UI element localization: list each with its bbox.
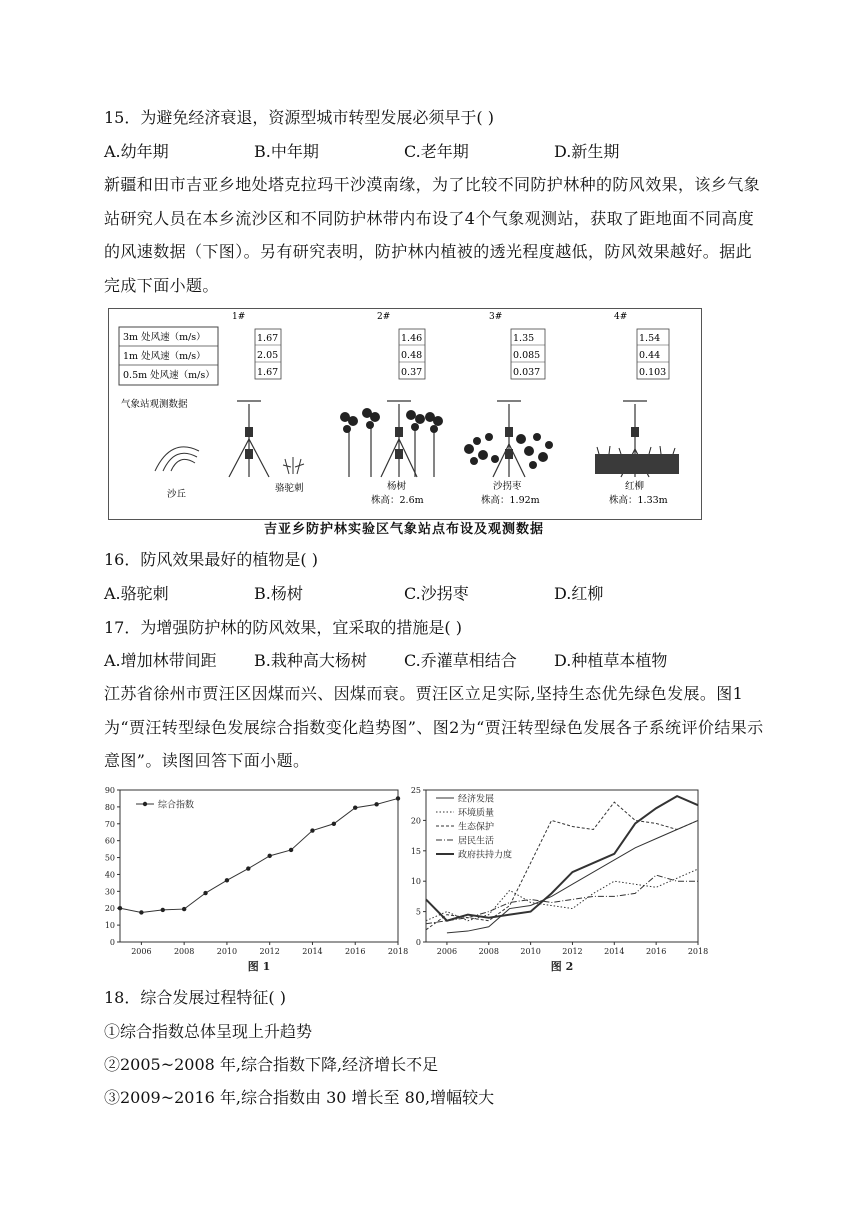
y-tick-label: 30 <box>104 887 115 897</box>
plot-frame <box>120 790 398 942</box>
tamarisk-bushes <box>595 454 679 474</box>
data-point <box>182 907 186 911</box>
legend-label: 经济发展 <box>458 794 495 805</box>
sand-dune-label: 沙丘 <box>167 489 187 500</box>
station-4-plant: 红柳 <box>625 481 645 492</box>
y-tick-label: 20 <box>410 816 421 826</box>
x-tick-label: 2012 <box>562 947 583 956</box>
legend-marker <box>143 802 147 806</box>
station-4-value-05m: 0.103 <box>639 367 667 378</box>
chart-title: 图 1 <box>247 960 271 973</box>
station-4-value-1m: 0.44 <box>639 350 661 361</box>
x-tick-label: 2006 <box>436 947 458 956</box>
station-1-plant: 骆驼刺 <box>275 483 304 494</box>
data-point <box>118 906 122 910</box>
series-line-2 <box>426 869 698 921</box>
legend-label: 生态保护 <box>458 822 495 833</box>
y-tick-label: 10 <box>104 921 115 931</box>
station-2-id: 2# <box>377 312 391 322</box>
observation-data-label: 气象站观测数据 <box>121 399 188 410</box>
data-point <box>374 802 378 806</box>
x-tick-label: 2014 <box>302 947 323 956</box>
station-2-plant: 杨树 <box>387 481 407 492</box>
q15-option-b: B.中年期 <box>254 142 319 161</box>
passage-windbreak: 新疆和田市吉亚乡地处塔克拉玛干沙漠南缘，为了比较不同防护林种的防风效果，该乡气象站研究人员在本乡流沙区和不同防护林带内布设了4个气象观测站，获取了距地面不同高度的风速数据（下图）。另有研究表明，防护林内植被的透光程度越低，防风效果越好。据此完成下面小题。 <box>104 175 761 295</box>
station-1-id: 1# <box>232 312 246 322</box>
station-1-value-05m: 1.67 <box>257 367 279 378</box>
q17-option-b: B.栽种高大杨树 <box>254 651 367 670</box>
station-1-value-1m: 2.05 <box>257 350 279 361</box>
q15-option-a: A.幼年期 <box>104 142 169 161</box>
passage-jiawang: 江苏省徐州市贾汪区因煤而兴、因煤而衰。贾汪区立足实际,坚持生态优先绿色发展。图1为“贾汪转型绿色发展综合指数变化趋势图”、图2为“贾汪转型绿色发展各子系统评价结果示意图”。读图回答下面小题。 <box>104 684 764 770</box>
legend-label: 环境质量 <box>458 808 495 819</box>
weather-station-diagram <box>109 309 701 519</box>
data-point <box>203 891 207 895</box>
camelthorn-plant <box>283 457 304 474</box>
station-4-height: 株高：1.33m <box>609 495 668 506</box>
x-tick-label: 2014 <box>604 947 625 956</box>
legend-label: 居民生活 <box>458 836 495 847</box>
q16-stem: 16．防风效果最好的植物是( ) <box>104 550 318 569</box>
q18-item-3: ③2009~2016 年,综合指数由 30 增长至 80,增幅较大 <box>104 1088 495 1107</box>
row-label-1m: 1m 处风速（m/s） <box>123 351 206 362</box>
q18-stem: 18．综合发展过程特征( ) <box>104 988 286 1007</box>
x-tick-label: 2008 <box>478 947 499 956</box>
x-tick-label: 2006 <box>131 947 152 956</box>
station-3-id: 3# <box>489 312 503 322</box>
x-tick-label: 2010 <box>216 947 238 956</box>
data-point <box>332 822 336 826</box>
station-1-value-3m: 1.67 <box>257 333 279 344</box>
q18-item-2: ②2005~2008 年,综合指数下降,经济增长不足 <box>104 1055 439 1074</box>
station-3-height: 株高：1.92m <box>481 495 540 506</box>
chart-composite-index <box>100 784 409 976</box>
q15-stem: 15．为避免经济衰退，资源型城市转型发展必须早于( ) <box>104 108 494 127</box>
x-tick-label: 2018 <box>387 947 409 956</box>
data-point <box>246 866 250 870</box>
y-tick-label: 25 <box>410 786 421 795</box>
station-2-height: 株高：2.6m <box>371 495 424 506</box>
station-4-value-3m: 1.54 <box>639 333 661 344</box>
q15-option-c: C.老年期 <box>404 142 469 161</box>
legend-label: 综合指数 <box>158 800 195 811</box>
q17-option-a: A.增加林带间距 <box>104 651 217 670</box>
y-tick-label: 15 <box>410 846 421 856</box>
chart-subsystems <box>400 784 709 976</box>
x-tick-label: 2012 <box>259 947 280 956</box>
y-tick-label: 90 <box>104 786 115 795</box>
y-tick-label: 50 <box>104 853 115 863</box>
series-line-1 <box>120 798 398 912</box>
x-tick-label: 2010 <box>520 947 541 956</box>
data-point <box>353 806 357 810</box>
station-3-value-3m: 1.35 <box>513 333 535 344</box>
x-tick-label: 2018 <box>687 947 709 956</box>
y-tick-label: 20 <box>104 904 115 914</box>
q16-option-c: C.沙拐枣 <box>404 584 469 603</box>
y-tick-label: 80 <box>104 802 115 812</box>
data-point <box>289 848 293 852</box>
poplar-trees <box>340 408 443 477</box>
station-3-value-05m: 0.037 <box>513 367 541 378</box>
y-tick-label: 5 <box>415 907 421 917</box>
series-line-3 <box>426 802 698 930</box>
data-point <box>310 828 314 832</box>
data-point <box>139 910 143 914</box>
y-tick-label: 0 <box>109 938 115 947</box>
station-3-value-1m: 0.085 <box>513 350 541 361</box>
station-1-tower <box>229 401 269 477</box>
sand-dune <box>155 447 199 471</box>
y-tick-label: 10 <box>410 877 421 887</box>
x-tick-label: 2016 <box>645 947 667 956</box>
weather-station-figure <box>108 308 702 520</box>
row-label-3m: 3m 处风速（m/s） <box>123 332 206 343</box>
station-2-value-3m: 1.46 <box>401 333 423 344</box>
y-tick-label: 40 <box>104 870 115 880</box>
y-tick-label: 60 <box>104 836 115 846</box>
data-point <box>225 878 229 882</box>
q17-stem: 17．为增强防护林的防风效果，宜采取的措施是( ) <box>104 618 462 637</box>
legend-label: 政府扶持力度 <box>458 850 513 861</box>
data-point <box>161 908 165 912</box>
q17-option-c: C.乔灌草相结合 <box>404 651 517 670</box>
q16-option-b: B.杨树 <box>254 584 303 603</box>
q16-option-d: D.红柳 <box>554 584 604 603</box>
station-4-id: 4# <box>614 312 628 322</box>
q18-item-1: ①综合指数总体呈现上升趋势 <box>104 1022 313 1041</box>
data-point <box>267 854 271 858</box>
station-2-value-1m: 0.48 <box>401 350 423 361</box>
q16-option-a: A.骆驼刺 <box>104 584 169 603</box>
station-3-plant: 沙拐枣 <box>493 481 522 492</box>
station-2-value-05m: 0.37 <box>401 367 423 378</box>
y-tick-label: 70 <box>104 819 115 829</box>
y-tick-label: 0 <box>415 938 421 947</box>
x-tick-label: 2008 <box>173 947 195 956</box>
x-tick-label: 2016 <box>345 947 366 956</box>
q17-option-d: D.种植草本植物 <box>554 651 668 670</box>
chart-title: 图 2 <box>550 960 574 973</box>
q15-option-d: D.新生期 <box>554 142 620 161</box>
figure1-caption: 吉亚乡防护林实验区气象站点布设及观测数据 <box>263 522 544 537</box>
row-label-05m: 0.5m 处风速（m/s） <box>123 370 215 381</box>
